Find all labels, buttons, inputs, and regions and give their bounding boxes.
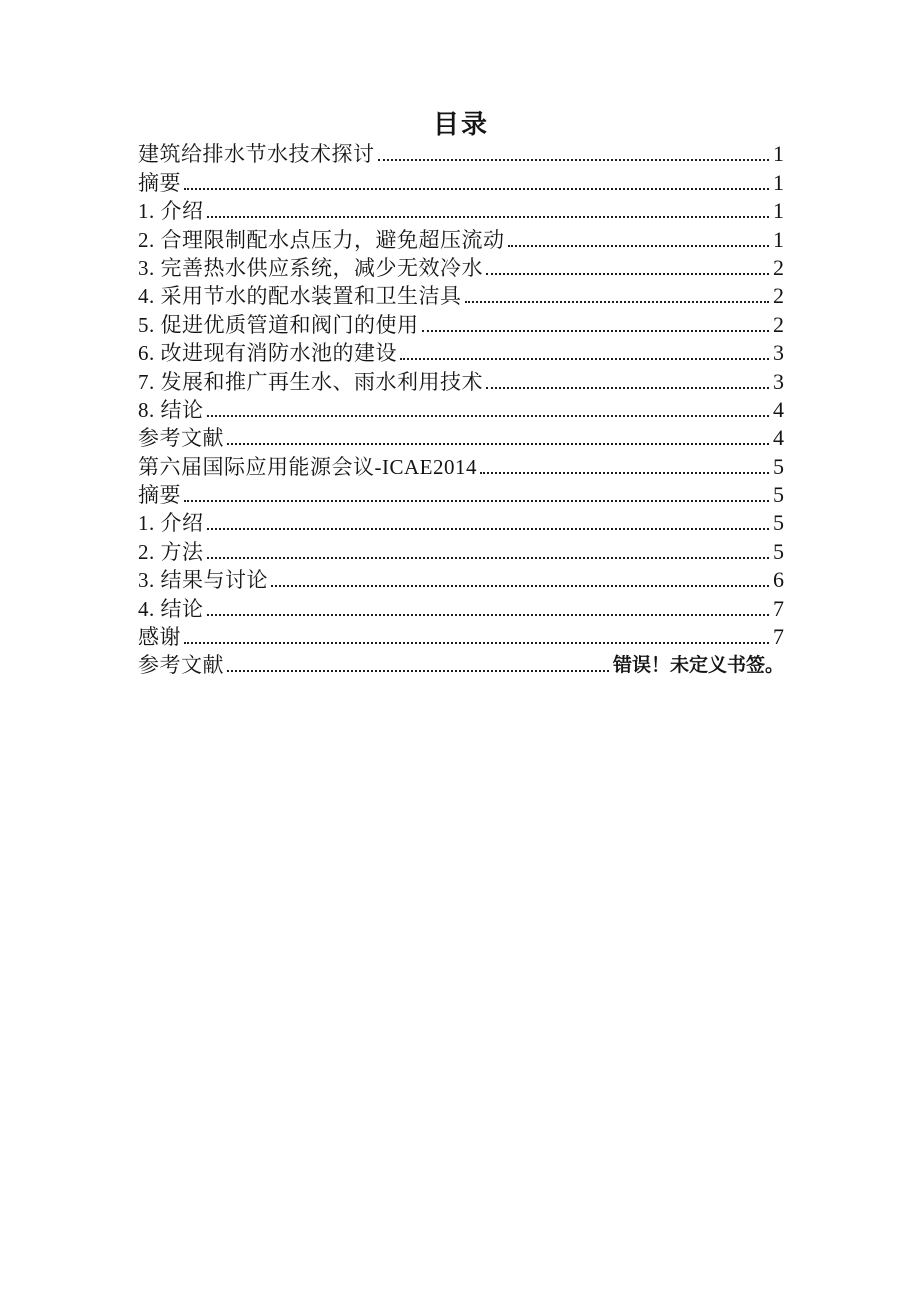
toc-entry[interactable] (138, 480, 784, 508)
toc-list (138, 139, 784, 678)
toc-entry-page: 1 (773, 169, 784, 195)
dot-leader (207, 415, 770, 417)
dot-leader (184, 642, 769, 644)
toc-entry-page: 错误！未定义书签。 (612, 655, 784, 677)
dot-leader (207, 216, 770, 218)
dot-leader (486, 273, 769, 275)
toc-entry-label: 1. 介绍 (138, 199, 204, 224)
dot-leader (184, 188, 769, 190)
toc-entry-label: 1. 介绍 (138, 511, 204, 536)
toc-entry[interactable] (138, 593, 784, 621)
toc-entry-label: 8. 结论 (138, 397, 204, 422)
toc-entry[interactable] (138, 139, 784, 167)
toc-entry-label: 7. 发展和推广再生水、雨水利用技术 (138, 369, 483, 394)
toc-entry[interactable] (138, 253, 784, 281)
toc-entry-label: 4. 采用节水的配水装置和卫生洁具 (138, 284, 462, 309)
toc-entry-page: 5 (773, 538, 784, 564)
toc-entry-label: 2. 合理限制配水点压力，避免超压流动 (138, 227, 505, 252)
toc-entry-page: 2 (773, 283, 784, 309)
dot-leader (480, 472, 769, 474)
toc-entry[interactable] (138, 309, 784, 337)
toc-entry[interactable] (138, 650, 784, 678)
toc-entry[interactable] (138, 536, 784, 564)
toc-entry[interactable] (138, 565, 784, 593)
toc-entry[interactable] (138, 281, 784, 309)
dot-leader (207, 614, 770, 616)
dot-leader (378, 159, 770, 161)
toc-entry[interactable] (138, 622, 784, 650)
toc-entry-page: 1 (773, 226, 784, 252)
toc-entry-page: 7 (773, 624, 784, 650)
toc-entry[interactable] (138, 423, 784, 451)
toc-entry-label: 2. 方法 (138, 539, 204, 564)
toc-entry-label: 3. 完善热水供应系统，减少无效冷水 (138, 255, 483, 280)
toc-entry-label: 参考文献 (138, 653, 224, 678)
toc-entry[interactable] (138, 224, 784, 252)
toc-entry-page: 2 (773, 311, 784, 337)
dot-leader (400, 358, 769, 360)
toc-entry-page: 1 (773, 198, 784, 224)
toc-entry[interactable] (138, 167, 784, 195)
toc-entry-label: 摘要 (138, 170, 181, 195)
toc-entry-label: 摘要 (138, 483, 181, 508)
toc-entry-page: 4 (773, 425, 784, 451)
toc-entry-page: 2 (773, 254, 784, 280)
dot-leader (465, 301, 770, 303)
dot-leader (486, 387, 769, 389)
toc-entry-label: 参考文献 (138, 426, 224, 451)
toc-entry-page: 3 (773, 340, 784, 366)
dot-leader (184, 500, 769, 502)
toc-entry-label: 第六届国际应用能源会议-ICAE2014 (138, 454, 477, 479)
toc-entry-page: 6 (773, 567, 784, 593)
toc-entry-page: 5 (773, 453, 784, 479)
toc-entry-page: 5 (773, 510, 784, 536)
dot-leader (207, 528, 770, 530)
toc-entry-label: 建筑给排水节水技术探讨 (138, 142, 375, 167)
toc-entry[interactable] (138, 366, 784, 394)
toc-entry[interactable] (138, 395, 784, 423)
dot-leader (271, 585, 769, 587)
dot-leader (227, 443, 769, 445)
dot-leader (422, 330, 770, 332)
toc-entry[interactable] (138, 451, 784, 479)
dot-leader (508, 245, 770, 247)
toc-entry[interactable] (138, 196, 784, 224)
toc-entry-label: 6. 改进现有消防水池的建设 (138, 341, 397, 366)
toc-entry[interactable] (138, 508, 784, 536)
toc-entry-page: 5 (773, 482, 784, 508)
toc-entry-label: 3. 结果与讨论 (138, 568, 268, 593)
toc-entry-page: 3 (773, 368, 784, 394)
dot-leader (207, 557, 770, 559)
dot-leader (227, 670, 609, 672)
toc-entry-label: 5. 促进优质管道和阀门的使用 (138, 312, 419, 337)
toc-entry[interactable] (138, 338, 784, 366)
toc-title: 目录 (432, 110, 489, 139)
toc-entry-page: 7 (773, 595, 784, 621)
toc-entry-page: 1 (773, 141, 784, 167)
toc-entry-label: 4. 结论 (138, 596, 204, 621)
toc-entry-label: 感谢 (138, 625, 181, 650)
toc-entry-page: 4 (773, 396, 784, 422)
